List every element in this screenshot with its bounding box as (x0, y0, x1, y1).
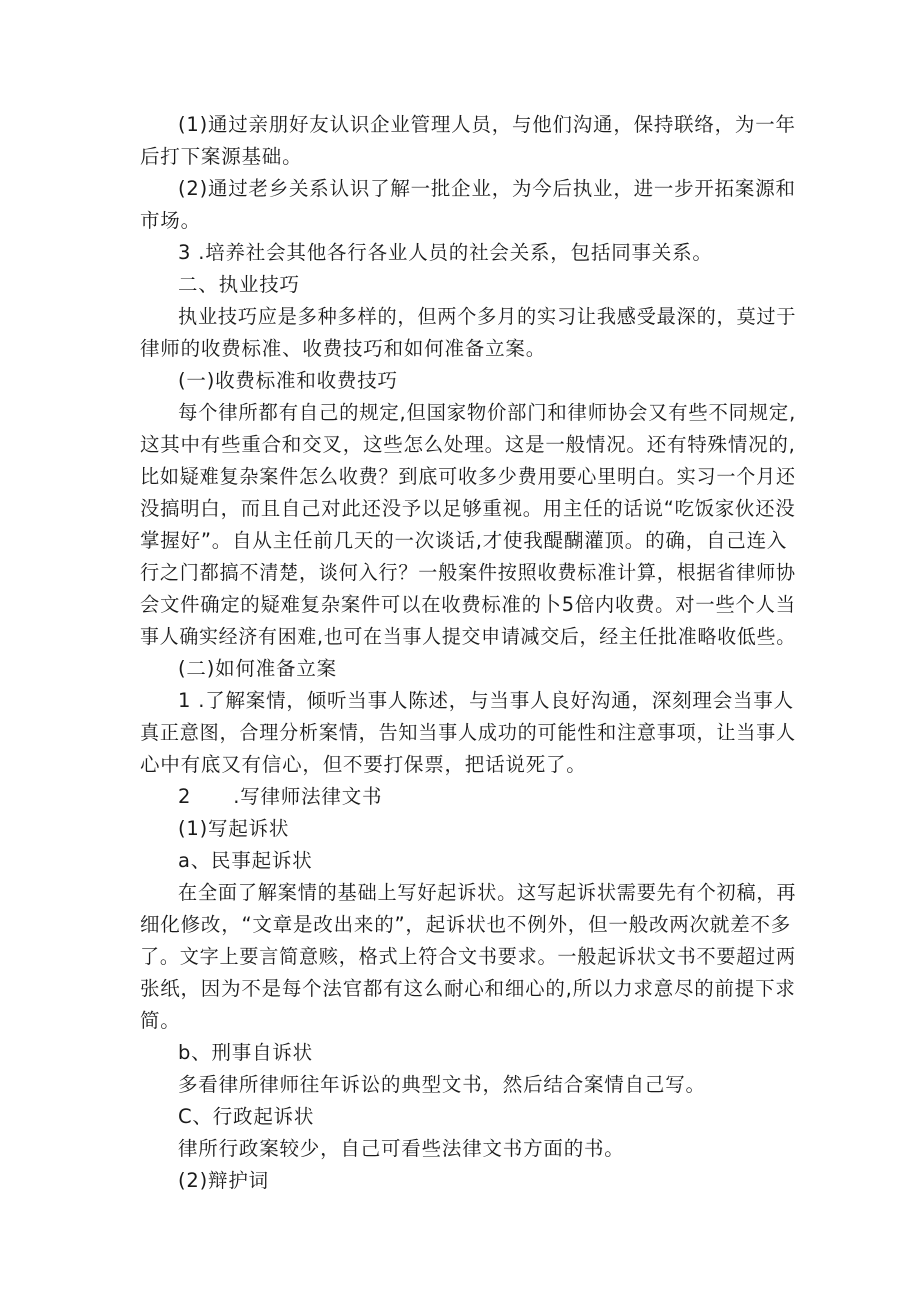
text-line: 细化修改，“文章是改出来的”，起诉状也不例外，但一般改两次就差不多 (140, 913, 792, 936)
text-line: 心中有底又有信心，但不要打保票，把话说死了。 (140, 753, 587, 776)
text-line: 张纸，因为不是每个法官都有这么耐心和细心的,所以力求意尽的前提下求 (140, 977, 796, 1000)
text-line: 掌握好”。自从主任前几天的一次谈话,才使我醍醐灌顶。的确，自己连入 (140, 529, 788, 552)
text-line: (2)通过老乡关系认识了解一批企业，为今后执业，进一步开拓案源和 (178, 177, 796, 200)
subsection-heading: (二)如何准备立案 (178, 657, 337, 680)
text-line: 会文件确定的疑难复杂案件可以在收费标准的卜5倍内收费。对一些个人当 (140, 593, 796, 616)
text-line: 律所行政案较少，自己可看些法律文书方面的书。 (178, 1137, 625, 1160)
section-heading: 二、执业技巧 (178, 273, 300, 296)
text-line: 没搞明白，而且自己对此还没予以足够重视。用主任的话说“吃饭家伙还没 (140, 497, 796, 520)
subsection-heading: (2)辩护词 (178, 1169, 269, 1192)
text-line: 了。文字上要言简意赅，格式上符合文书要求。一般起诉状文书不要超过两 (140, 945, 796, 968)
text-line: 在全面了解案情的基础上写好起诉状。这写起诉状需要先有个初稿，再 (178, 881, 797, 904)
text-line: 行之门都搞不清楚，谈何入行？一般案件按照收费标准计算，根据省律师协 (140, 561, 796, 584)
text-line: 执业技巧应是多种多样的，但两个多月的实习让我感受最深的，莫过于 (178, 305, 797, 328)
text-line: 律师的收费标准、收费技巧和如何准备立案。 (140, 337, 547, 360)
subsection-heading: (一)收费标准和收费技巧 (178, 369, 398, 392)
subsection-heading: C、行政起诉状 (178, 1105, 315, 1128)
subsection-heading: b、刑事自诉状 (178, 1041, 313, 1064)
subsection-heading: (1)写起诉状 (178, 817, 290, 840)
text-line: 多看律所律师往年诉讼的典型文书，然后结合案情自己写。 (178, 1073, 706, 1096)
list-item: 1 .了解案情，倾听当事人陈述，与当事人良好沟通，深刻理会当事人 (178, 689, 794, 712)
text-line: 事人确实经济有困难,也可在当事人提交申请减交后，经主任批准略收低些。 (140, 625, 796, 648)
text-line: (1)通过亲朋好友认识企业管理人员，与他们沟通，保持联络，为一年 (178, 113, 796, 136)
text-line: 市场。 (140, 209, 201, 232)
list-item: 3 .培养社会其他各行各业人员的社会关系，包括同事关系。 (178, 241, 713, 264)
list-item: 2 .写律师法律文书 (178, 785, 383, 808)
text-line: 这其中有些重合和交叉，这些怎么处理。这是一般情况。还有特殊情况的, (140, 433, 796, 456)
text-line: 后打下案源基础。 (140, 145, 303, 168)
text-line: 每个律所都有自己的规定,但国家物价部门和律师协会又有些不同规定, (178, 401, 797, 424)
text-line: 比如疑难复杂案件怎么收费？到底可收多少费用要心里明白。实习一个月还 (140, 465, 796, 488)
text-line: 真正意图，合理分析案情，告知当事人成功的可能性和注意事项，让当事人 (140, 721, 796, 744)
text-line: 简。 (140, 1009, 181, 1032)
subsection-heading: a、民事起诉状 (178, 849, 313, 872)
